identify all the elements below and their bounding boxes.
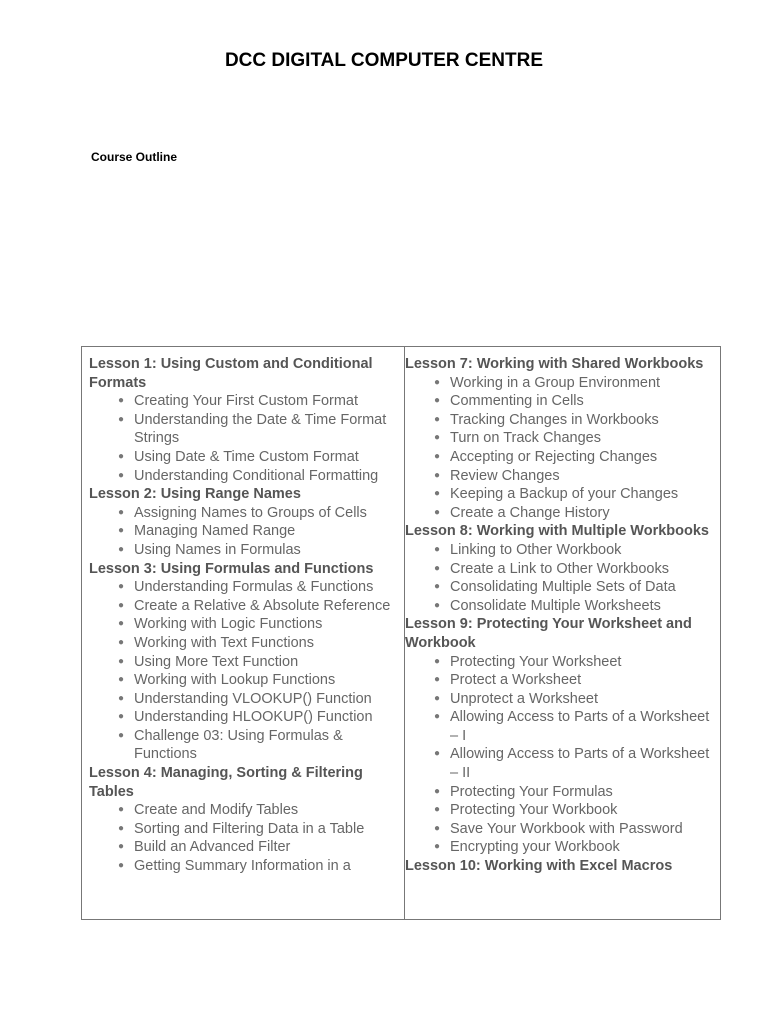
topic-text: Protecting Your Worksheet — [450, 653, 622, 670]
topic-text: Working in a Group Environment — [450, 374, 661, 391]
topic-list-item — [405, 690, 720, 709]
bullet-icon: ● — [434, 822, 441, 834]
topic-list-item — [89, 727, 404, 764]
right-column — [405, 347, 720, 919]
bullet-icon: ● — [434, 469, 441, 481]
topic-list-item — [405, 838, 720, 857]
bullet-icon: ● — [434, 413, 441, 425]
lesson-topic-list — [89, 578, 404, 764]
topic-text: Working with Lookup Functions — [134, 672, 336, 689]
topic-text: Unprotect a Worksheet — [450, 690, 599, 707]
bullet-icon: ● — [434, 395, 441, 407]
topic-text: Consolidating Multiple Sets of Data — [450, 579, 676, 596]
bullet-icon: ● — [118, 450, 125, 462]
topic-text: Sorting and Filtering Data in a Table — [134, 820, 365, 837]
topic-text: Understanding HLOOKUP() Function — [134, 709, 373, 726]
lesson-topic-list — [405, 374, 720, 523]
bullet-icon: ● — [434, 692, 441, 704]
bullet-icon: ● — [434, 841, 441, 853]
topic-list-item — [89, 411, 404, 448]
topic-list-item — [89, 597, 404, 616]
topic-text: Working with Logic Functions — [134, 616, 323, 633]
topic-text: Create a Change History — [450, 504, 610, 521]
course-outline-table — [81, 346, 721, 920]
topic-text: Review Changes — [450, 467, 560, 484]
topic-text: Create and Modify Tables — [134, 802, 299, 819]
topic-text: Create a Link to Other Workbooks — [450, 560, 669, 577]
bullet-icon: ● — [434, 785, 441, 797]
bullet-icon: ● — [434, 674, 441, 686]
bullet-icon: ● — [434, 506, 441, 518]
topic-text: Creating Your First Custom Format — [134, 393, 359, 410]
topic-text: Save Your Workbook with Password — [450, 820, 683, 837]
topic-list-item — [89, 690, 404, 709]
bullet-icon: ● — [434, 562, 441, 574]
topic-text: Challenge 03: Using Formulas & Functions — [134, 727, 343, 763]
topic-list-item — [405, 448, 720, 467]
topic-list-item — [89, 838, 404, 857]
bullet-icon: ● — [118, 543, 125, 555]
topic-text: Understanding Conditional Formatting — [134, 467, 379, 484]
bullet-icon: ● — [118, 841, 125, 853]
topic-list-item — [405, 801, 720, 820]
topic-list-item — [405, 374, 720, 393]
topic-text: Understanding the Date & Time Format Strings — [134, 411, 387, 447]
topic-list-item — [89, 653, 404, 672]
topic-list-item — [405, 392, 720, 411]
bullet-icon: ● — [118, 599, 125, 611]
bullet-icon: ● — [118, 711, 125, 723]
topic-list-item — [89, 801, 404, 820]
topic-list-item — [89, 467, 404, 486]
topic-list-item — [405, 578, 720, 597]
topic-list-item — [89, 392, 404, 411]
lesson-heading: Lesson 4: Managing, Sorting & Filtering Tables — [89, 765, 363, 800]
topic-text: Assigning Names to Groups of Cells — [134, 504, 367, 521]
topic-text: Using Date & Time Custom Format — [134, 448, 359, 465]
topic-text: Turn on Track Changes — [450, 430, 601, 447]
topic-list-item — [405, 671, 720, 690]
topic-list-item — [405, 541, 720, 560]
topic-list-item — [405, 411, 720, 430]
course-outline-label: Course Outline — [91, 150, 178, 164]
lesson-heading: Lesson 8: Working with Multiple Workbooks — [405, 523, 709, 540]
bullet-icon: ● — [118, 655, 125, 667]
bullet-icon: ● — [434, 432, 441, 444]
bullet-icon: ● — [434, 804, 441, 816]
topic-text: Using Names in Formulas — [134, 541, 301, 558]
topic-text: Linking to Other Workbook — [450, 541, 622, 558]
topic-text: Allowing Access to Parts of a Worksheet – I — [450, 709, 710, 744]
topic-text: Commenting in Cells — [450, 393, 584, 410]
bullet-icon: ● — [118, 618, 125, 630]
bullet-icon: ● — [434, 748, 441, 760]
bullet-icon: ● — [434, 655, 441, 667]
topic-list-item — [405, 745, 720, 782]
bullet-icon: ● — [118, 581, 125, 593]
bullet-icon: ● — [118, 804, 125, 816]
topic-list-item — [89, 522, 404, 541]
bullet-icon: ● — [118, 860, 125, 872]
document-title: DCC DIGITAL COMPUTER CENTRE — [224, 50, 544, 71]
lesson-heading: Lesson 1: Using Custom and Conditional Formats — [89, 356, 373, 391]
bullet-icon: ● — [118, 506, 125, 518]
lesson-heading: Lesson 2: Using Range Names — [89, 486, 301, 503]
lesson-topic-list — [89, 392, 404, 485]
lesson-heading: Lesson 9: Protecting Your Worksheet and Workbook — [405, 616, 692, 651]
bullet-icon: ● — [434, 711, 441, 723]
topic-list-item — [89, 448, 404, 467]
bullet-icon: ● — [118, 413, 125, 425]
topic-list-item — [405, 467, 720, 486]
bullet-icon: ● — [118, 822, 125, 834]
topic-text: Build an Advanced Filter — [134, 839, 291, 856]
bullet-icon: ● — [434, 376, 441, 388]
bullet-icon: ● — [118, 395, 125, 407]
topic-list-item — [89, 820, 404, 839]
topic-list-item — [405, 820, 720, 839]
topic-list-item — [405, 485, 720, 504]
bullet-icon: ● — [118, 674, 125, 686]
topic-text: Using More Text Function — [134, 653, 299, 670]
topic-list-item — [405, 708, 720, 745]
topic-list-item — [89, 708, 404, 727]
lesson-heading: Lesson 7: Working with Shared Workbooks — [405, 356, 704, 372]
topic-text: Allowing Access to Parts of a Worksheet – II — [450, 746, 710, 782]
topic-list-item — [405, 429, 720, 448]
lesson-topic-list — [89, 504, 404, 560]
topic-text: Protecting Your Formulas — [450, 783, 613, 800]
bullet-icon: ● — [118, 469, 125, 481]
topic-text: Protecting Your Workbook — [450, 802, 618, 819]
lesson-topic-list — [89, 801, 404, 875]
topic-list-item — [89, 671, 404, 690]
topic-text: Tracking Changes in Workbooks — [450, 411, 659, 428]
topic-list-item — [405, 504, 720, 523]
topic-list-item — [405, 597, 720, 616]
bullet-icon: ● — [434, 450, 441, 462]
bullet-icon: ● — [118, 729, 125, 741]
bullet-icon: ● — [434, 543, 441, 555]
bullet-icon: ● — [434, 581, 441, 593]
topic-text: Understanding VLOOKUP() Function — [134, 690, 372, 707]
topic-list-item — [405, 783, 720, 802]
topic-list-item — [405, 653, 720, 672]
topic-list-item — [89, 504, 404, 523]
bullet-icon: ● — [118, 525, 125, 537]
topic-list-item — [89, 541, 404, 560]
lesson-topic-list — [405, 653, 720, 858]
bullet-icon: ● — [118, 692, 125, 704]
topic-list-item — [405, 560, 720, 579]
topic-list-item — [89, 634, 404, 653]
topic-text: Encrypting your Workbook — [450, 839, 620, 856]
topic-text: Protect a Worksheet — [450, 672, 582, 689]
lesson-heading: Lesson 10: Working with Excel Macros — [405, 858, 673, 875]
topic-text: Accepting or Rejecting Changes — [450, 448, 658, 465]
bullet-icon: ● — [434, 488, 441, 500]
topic-text: Understanding Formulas & Functions — [134, 579, 374, 596]
topic-text: Keeping a Backup of your Changes — [450, 486, 679, 503]
topic-text: Working with Text Functions — [134, 634, 314, 651]
topic-text: Getting Summary Information in a — [134, 858, 351, 875]
bullet-icon: ● — [434, 599, 441, 611]
left-column — [82, 347, 405, 919]
lesson-topic-list — [405, 541, 720, 615]
topic-list-item — [89, 615, 404, 634]
topic-text: Create a Relative & Absolute Reference — [134, 597, 391, 614]
bullet-icon: ● — [118, 636, 125, 648]
topic-list-item — [89, 578, 404, 597]
lesson-heading: Lesson 3: Using Formulas and Functions — [89, 560, 374, 577]
topic-text: Consolidate Multiple Worksheets — [450, 597, 661, 614]
topic-text: Managing Named Range — [134, 523, 296, 540]
topic-list-item — [89, 857, 404, 876]
